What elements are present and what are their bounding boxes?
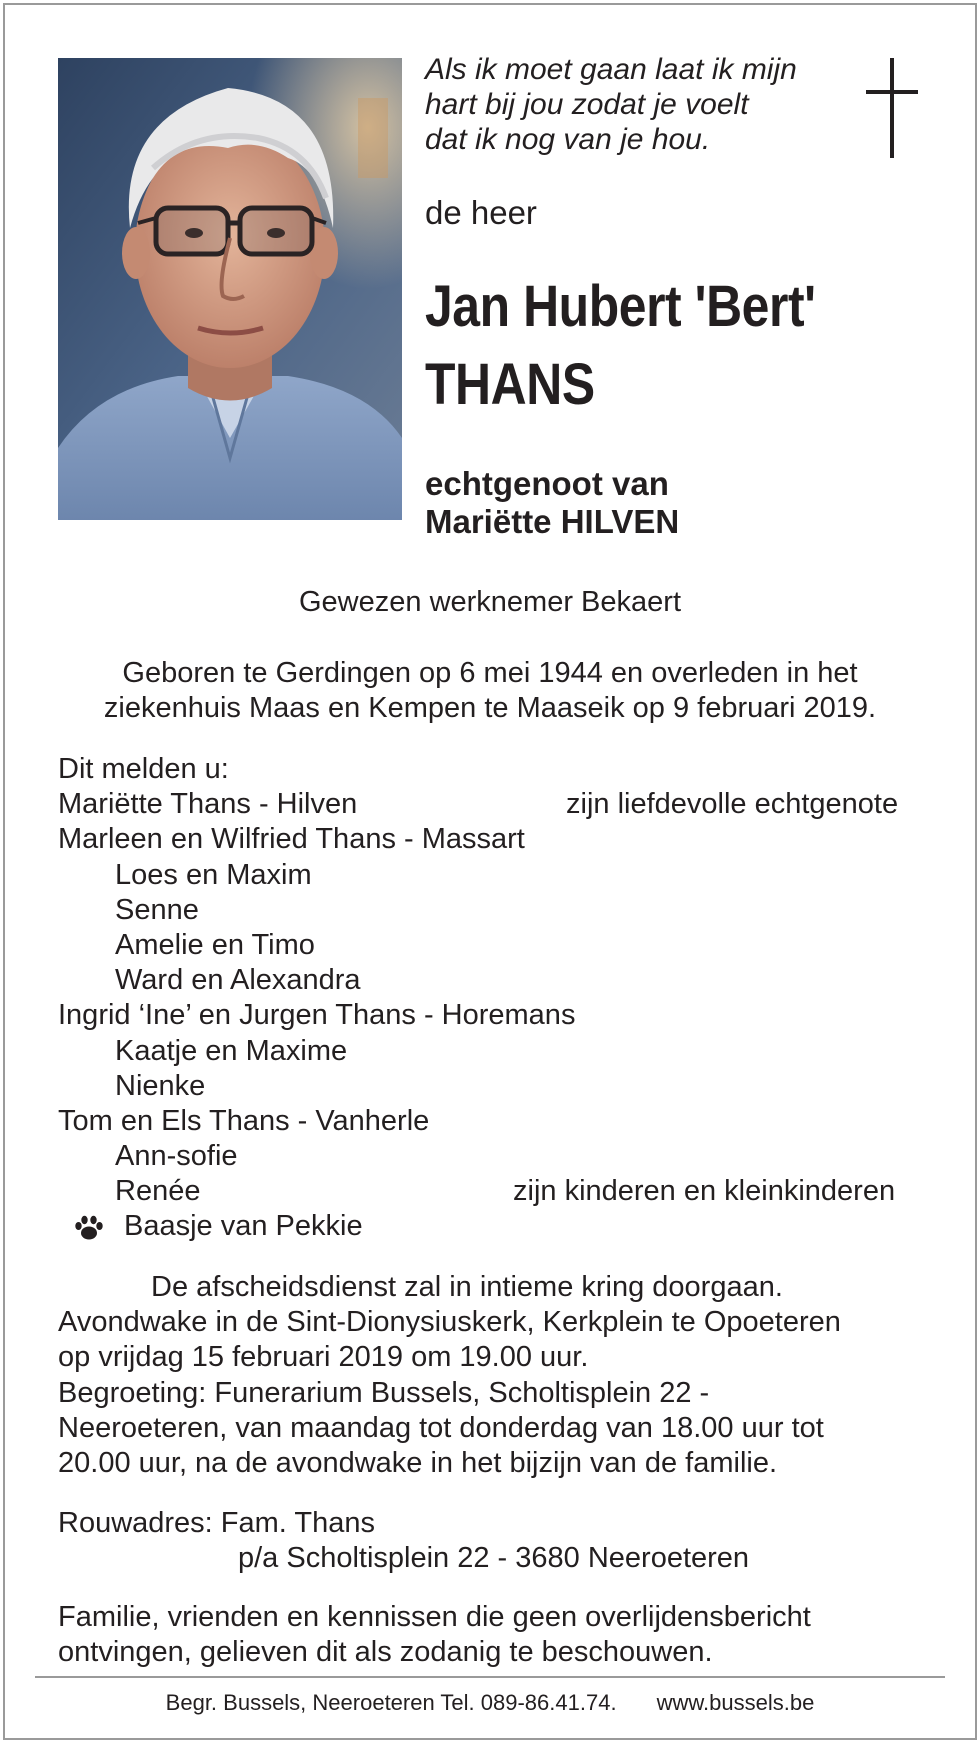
mourners-intro xyxy=(58,752,928,787)
grandchild: Ann-sofie xyxy=(115,1140,238,1173)
ceremony-line: De afscheidsdienst zal in intieme kring doorgaan. xyxy=(151,1271,783,1303)
grandchild: Senne xyxy=(115,893,199,926)
closing-note xyxy=(58,1600,938,1670)
spouse-role: zijn liefdevolle echtgenote xyxy=(566,788,899,821)
cross-icon xyxy=(862,58,922,158)
mourners-intro-text: Dit melden u: xyxy=(58,753,229,785)
deceased-name-line1: Jan Hubert 'Bert' xyxy=(425,274,816,339)
footer xyxy=(0,1690,980,1716)
grandchild: Amelie en Timo xyxy=(115,928,315,961)
family-head: Ingrid ‘Ine’ en Jurgen Thans - Horemans xyxy=(58,999,576,1032)
grandchild: Ward en Alexandra xyxy=(115,964,361,997)
ceremony-line: Avondwake in de Sint-Dionysiuskerk, Kerkplein te Opoeteren xyxy=(58,1306,841,1339)
pet-owner: Baasje van Pekkie xyxy=(124,1210,363,1243)
address-line: p/a Scholtisplein 22 - 3680 Neeroeteren xyxy=(238,1542,750,1575)
deceased-name xyxy=(425,268,816,424)
deceased-name-line2: THANS xyxy=(425,352,595,417)
birth-death-line: Geboren te Gerdingen op 6 mei 1944 en overleden in het xyxy=(122,657,858,689)
poem-line: Als ik moet gaan laat ik mijn xyxy=(425,53,797,86)
poem-line: dat ik nog van je hou. xyxy=(425,123,711,156)
paw-icon xyxy=(74,1215,104,1241)
list-item xyxy=(58,1104,928,1139)
list-item xyxy=(58,893,928,928)
list-item xyxy=(58,1174,928,1209)
list-item xyxy=(58,1069,928,1104)
ceremony-details xyxy=(58,1270,938,1481)
spouse-info xyxy=(425,465,679,541)
list-item xyxy=(58,787,928,822)
list-item xyxy=(58,928,928,963)
grandchild: Loes en Maxim xyxy=(115,858,312,891)
list-item xyxy=(58,998,928,1033)
spouse-mourner-name: Mariëtte Thans - Hilven xyxy=(58,788,358,821)
family-head: Marleen en Wilfried Thans - Massart xyxy=(58,823,525,856)
children-role: zijn kinderen en kleinkinderen xyxy=(513,1175,896,1208)
poem-line: hart bij jou zodat je voelt xyxy=(425,88,749,121)
mourning-address xyxy=(58,1506,938,1576)
portrait-photo xyxy=(58,58,402,520)
undertaker-info: Begr. Bussels, Neeroeteren Tel. 089-86.41.74. xyxy=(165,1690,617,1715)
list-item xyxy=(58,1209,928,1244)
list-item xyxy=(58,963,928,998)
poem-quote xyxy=(425,52,797,157)
website-link[interactable]: www.bussels.be xyxy=(656,1690,815,1715)
occupation: Gewezen werknemer Bekaert xyxy=(299,586,681,618)
ceremony-line: Neeroeteren, van maandag tot donderdag van 18.00 uur tot xyxy=(58,1411,824,1444)
grandchild: Kaatje en Maxime xyxy=(115,1034,348,1067)
list-item xyxy=(58,1139,928,1174)
honorific: de heer xyxy=(425,194,537,231)
birth-death-line: ziekenhuis Maas en Kempen te Maaseik op 9 februari 2019. xyxy=(103,692,877,724)
list-item xyxy=(58,822,928,857)
footer-divider xyxy=(35,1676,945,1678)
closing-line: ontvingen, gelieven dit als zodanig te beschouwen. xyxy=(58,1636,713,1669)
list-item xyxy=(58,1034,928,1069)
spouse-name: Mariëtte HILVEN xyxy=(425,503,680,540)
ceremony-line: Begroeting: Funerarium Bussels, Scholtisplein 22 - xyxy=(58,1376,710,1409)
address-line: Rouwadres: Fam. Thans xyxy=(58,1507,375,1539)
grandchild: Renée xyxy=(115,1175,201,1208)
grandchild: Nienke xyxy=(115,1069,206,1102)
list-item xyxy=(58,858,928,893)
ceremony-line: 20.00 uur, na de avondwake in het bijzijn van de familie. xyxy=(58,1447,778,1480)
closing-line: Familie, vrienden en kennissen die geen overlijdensbericht xyxy=(58,1601,811,1633)
mourners-list xyxy=(58,752,928,1245)
spouse-label: echtgenoot van xyxy=(425,465,669,502)
ceremony-line: op vrijdag 15 februari 2019 om 19.00 uur. xyxy=(58,1341,589,1374)
family-head: Tom en Els Thans - Vanherle xyxy=(58,1104,430,1137)
birth-death-info xyxy=(0,656,980,726)
